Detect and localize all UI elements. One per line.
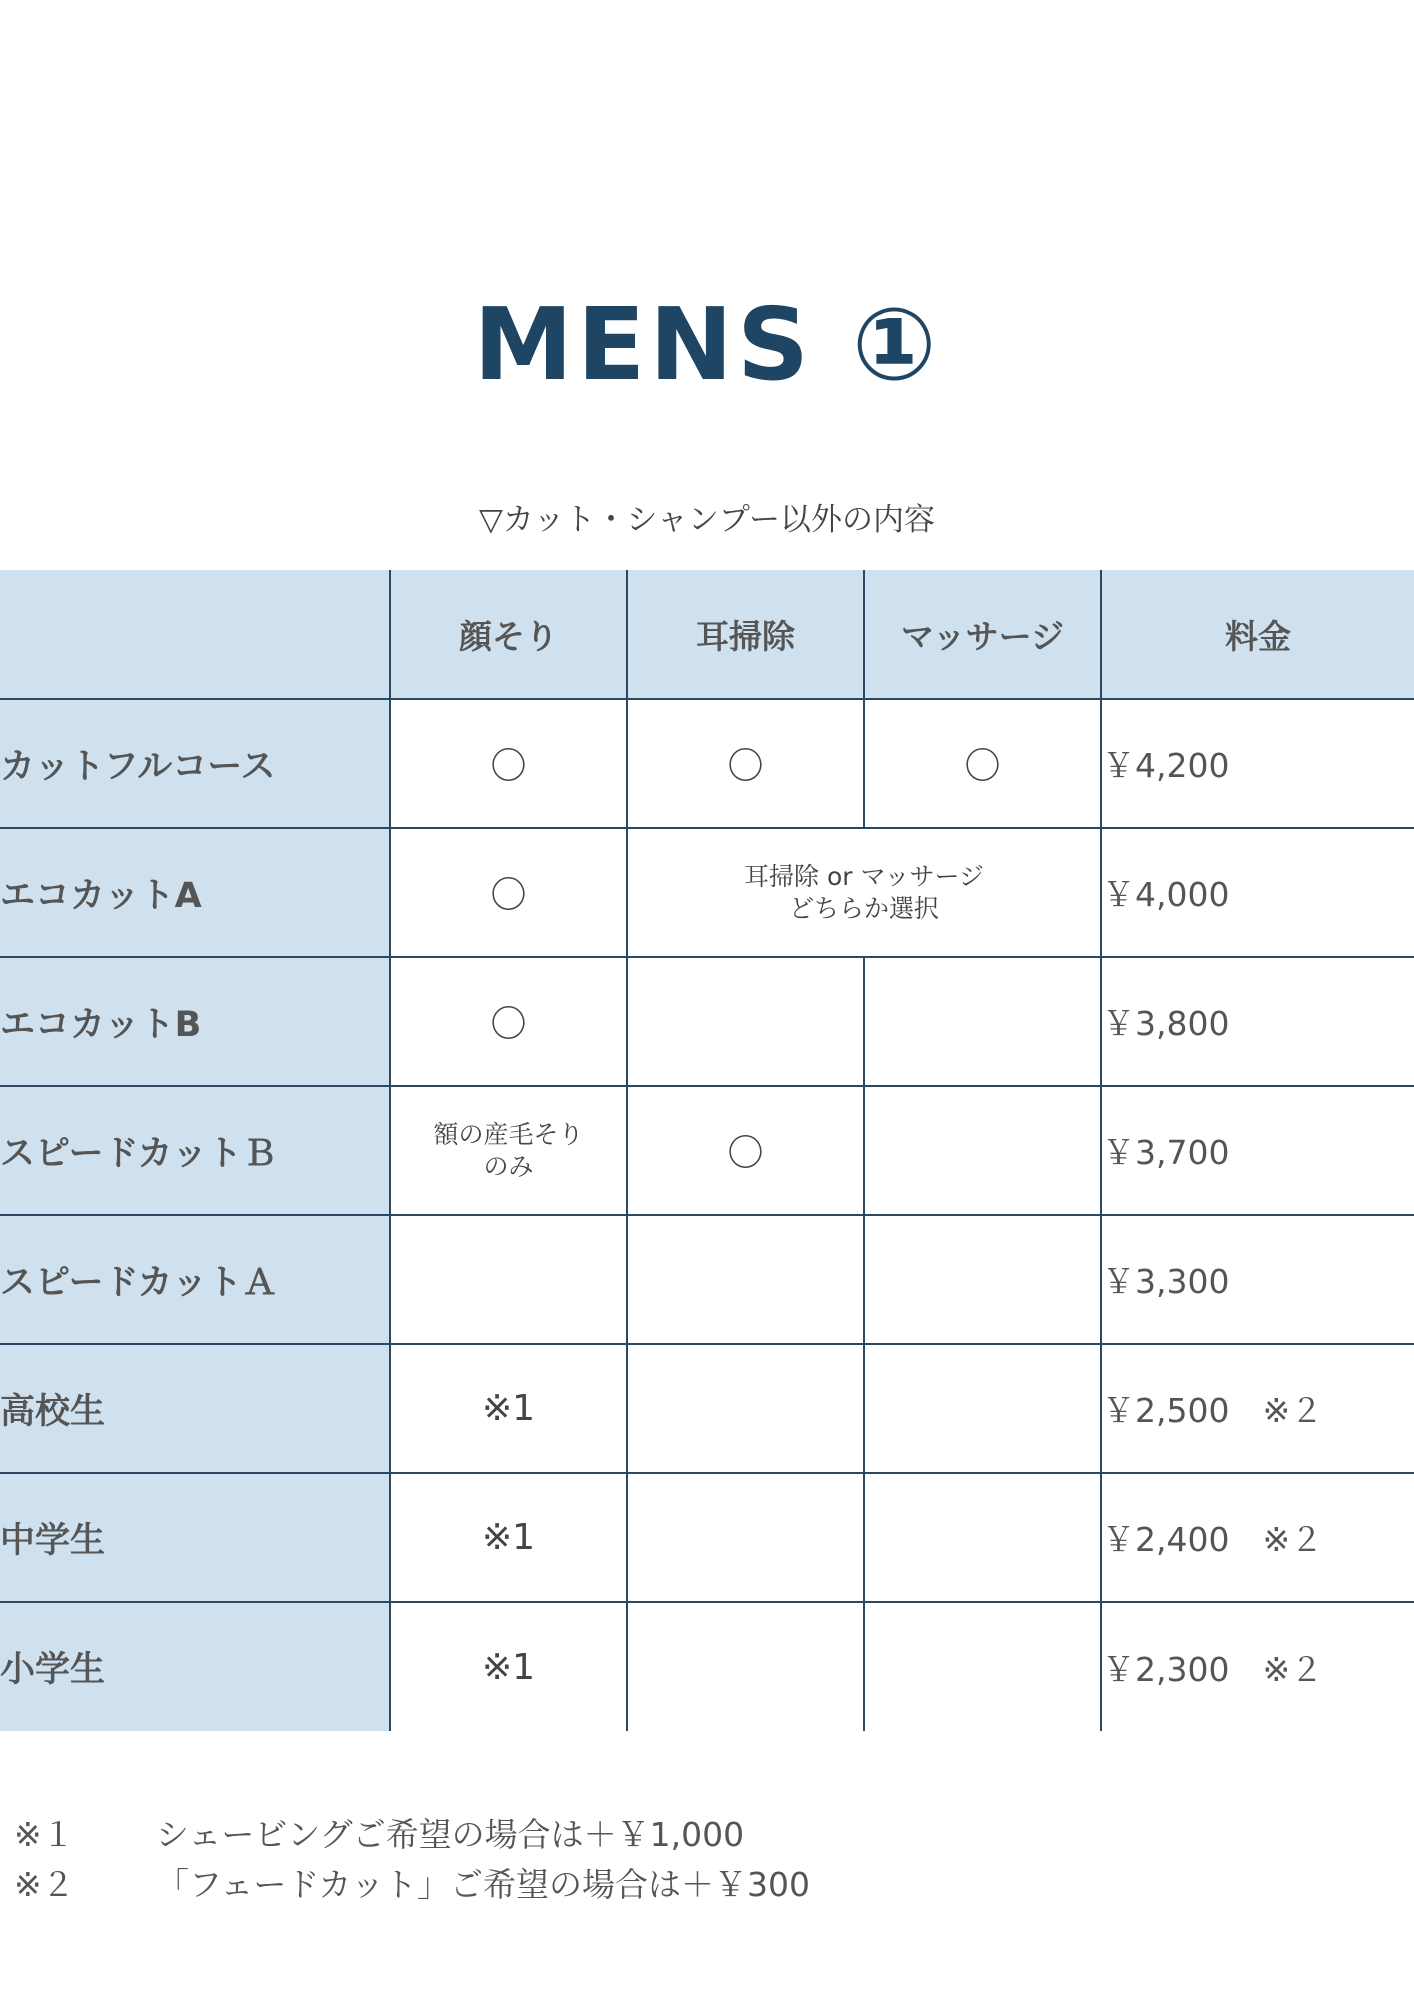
table-row: [0, 1215, 1414, 1344]
row-name: 高校生: [0, 1344, 390, 1473]
shave-cell: 〇: [390, 699, 627, 828]
shave-cell: ※1: [390, 1602, 627, 1731]
massage-cell: [864, 1086, 1101, 1215]
massage-cell: 〇: [864, 699, 1101, 828]
footnote-label: ※２: [14, 1865, 75, 1904]
price-cell: ￥4,000: [1101, 828, 1414, 957]
table-row: [0, 1086, 1414, 1215]
price-cell: ￥4,200: [1101, 699, 1414, 828]
ear-or-massage-cell: 耳掃除 or マッサージ どちらか選択: [627, 828, 1101, 957]
table-row: [0, 957, 1414, 1086]
shave-cell: ※1: [390, 1344, 627, 1473]
footnotes: [14, 1810, 1314, 1910]
footnote-label: ※１: [14, 1815, 75, 1854]
price-cell: ￥2,300 ※２: [1101, 1602, 1414, 1731]
massage-cell: [864, 1473, 1101, 1602]
ear-cell: [627, 1215, 864, 1344]
ear-cell: [627, 957, 864, 1086]
massage-cell: [864, 1602, 1101, 1731]
row-name: スピードカットＡ: [0, 1215, 390, 1344]
shave-cell: 〇: [390, 957, 627, 1086]
table-row: [0, 1344, 1414, 1473]
row-name: 中学生: [0, 1473, 390, 1602]
massage-cell: [864, 957, 1101, 1086]
table-row: [0, 1602, 1414, 1731]
footnote-text: 「フェードカット」ご希望の場合は＋￥300: [156, 1865, 811, 1904]
price-cell: ￥3,800: [1101, 957, 1414, 1086]
shave-cell: 額の産毛そり のみ: [390, 1086, 627, 1215]
row-name: エコカットA: [0, 828, 390, 957]
ear-cell: 〇: [627, 699, 864, 828]
price-cell: ￥3,300: [1101, 1215, 1414, 1344]
table-caption: ▽カット・シャンプー以外の内容: [479, 502, 935, 538]
ear-cell: [627, 1473, 864, 1602]
header-price: 料金: [1101, 570, 1414, 699]
footnote-text: シェービングご希望の場合は＋￥1,000: [156, 1815, 745, 1854]
row-name: エコカットB: [0, 957, 390, 1086]
footnote-1: [14, 1810, 1314, 1860]
shave-cell: [390, 1215, 627, 1344]
shave-cell: 〇: [390, 828, 627, 957]
row-name: 小学生: [0, 1602, 390, 1731]
massage-cell: [864, 1215, 1101, 1344]
ear-cell: 〇: [627, 1086, 864, 1215]
header-row: [0, 570, 1414, 699]
price-table: [0, 570, 1414, 1731]
price-cell: ￥2,400 ※２: [1101, 1473, 1414, 1602]
ear-cell: [627, 1344, 864, 1473]
header-ear-cleaning: 耳掃除: [627, 570, 864, 699]
ear-cell: [627, 1602, 864, 1731]
footnote-2: [14, 1860, 1314, 1910]
price-cell: ￥2,500 ※２: [1101, 1344, 1414, 1473]
header-shave: 顔そり: [390, 570, 627, 699]
header-blank: [0, 570, 390, 699]
row-name: カットフルコース: [0, 699, 390, 828]
table-row: [0, 1473, 1414, 1602]
massage-cell: [864, 1344, 1101, 1473]
page-title: MENS ①: [473, 286, 941, 403]
shave-cell: ※1: [390, 1473, 627, 1602]
price-cell: ￥3,700: [1101, 1086, 1414, 1215]
table-row: [0, 828, 1414, 957]
header-massage: マッサージ: [864, 570, 1101, 699]
table-row: [0, 699, 1414, 828]
row-name: スピードカットＢ: [0, 1086, 390, 1215]
